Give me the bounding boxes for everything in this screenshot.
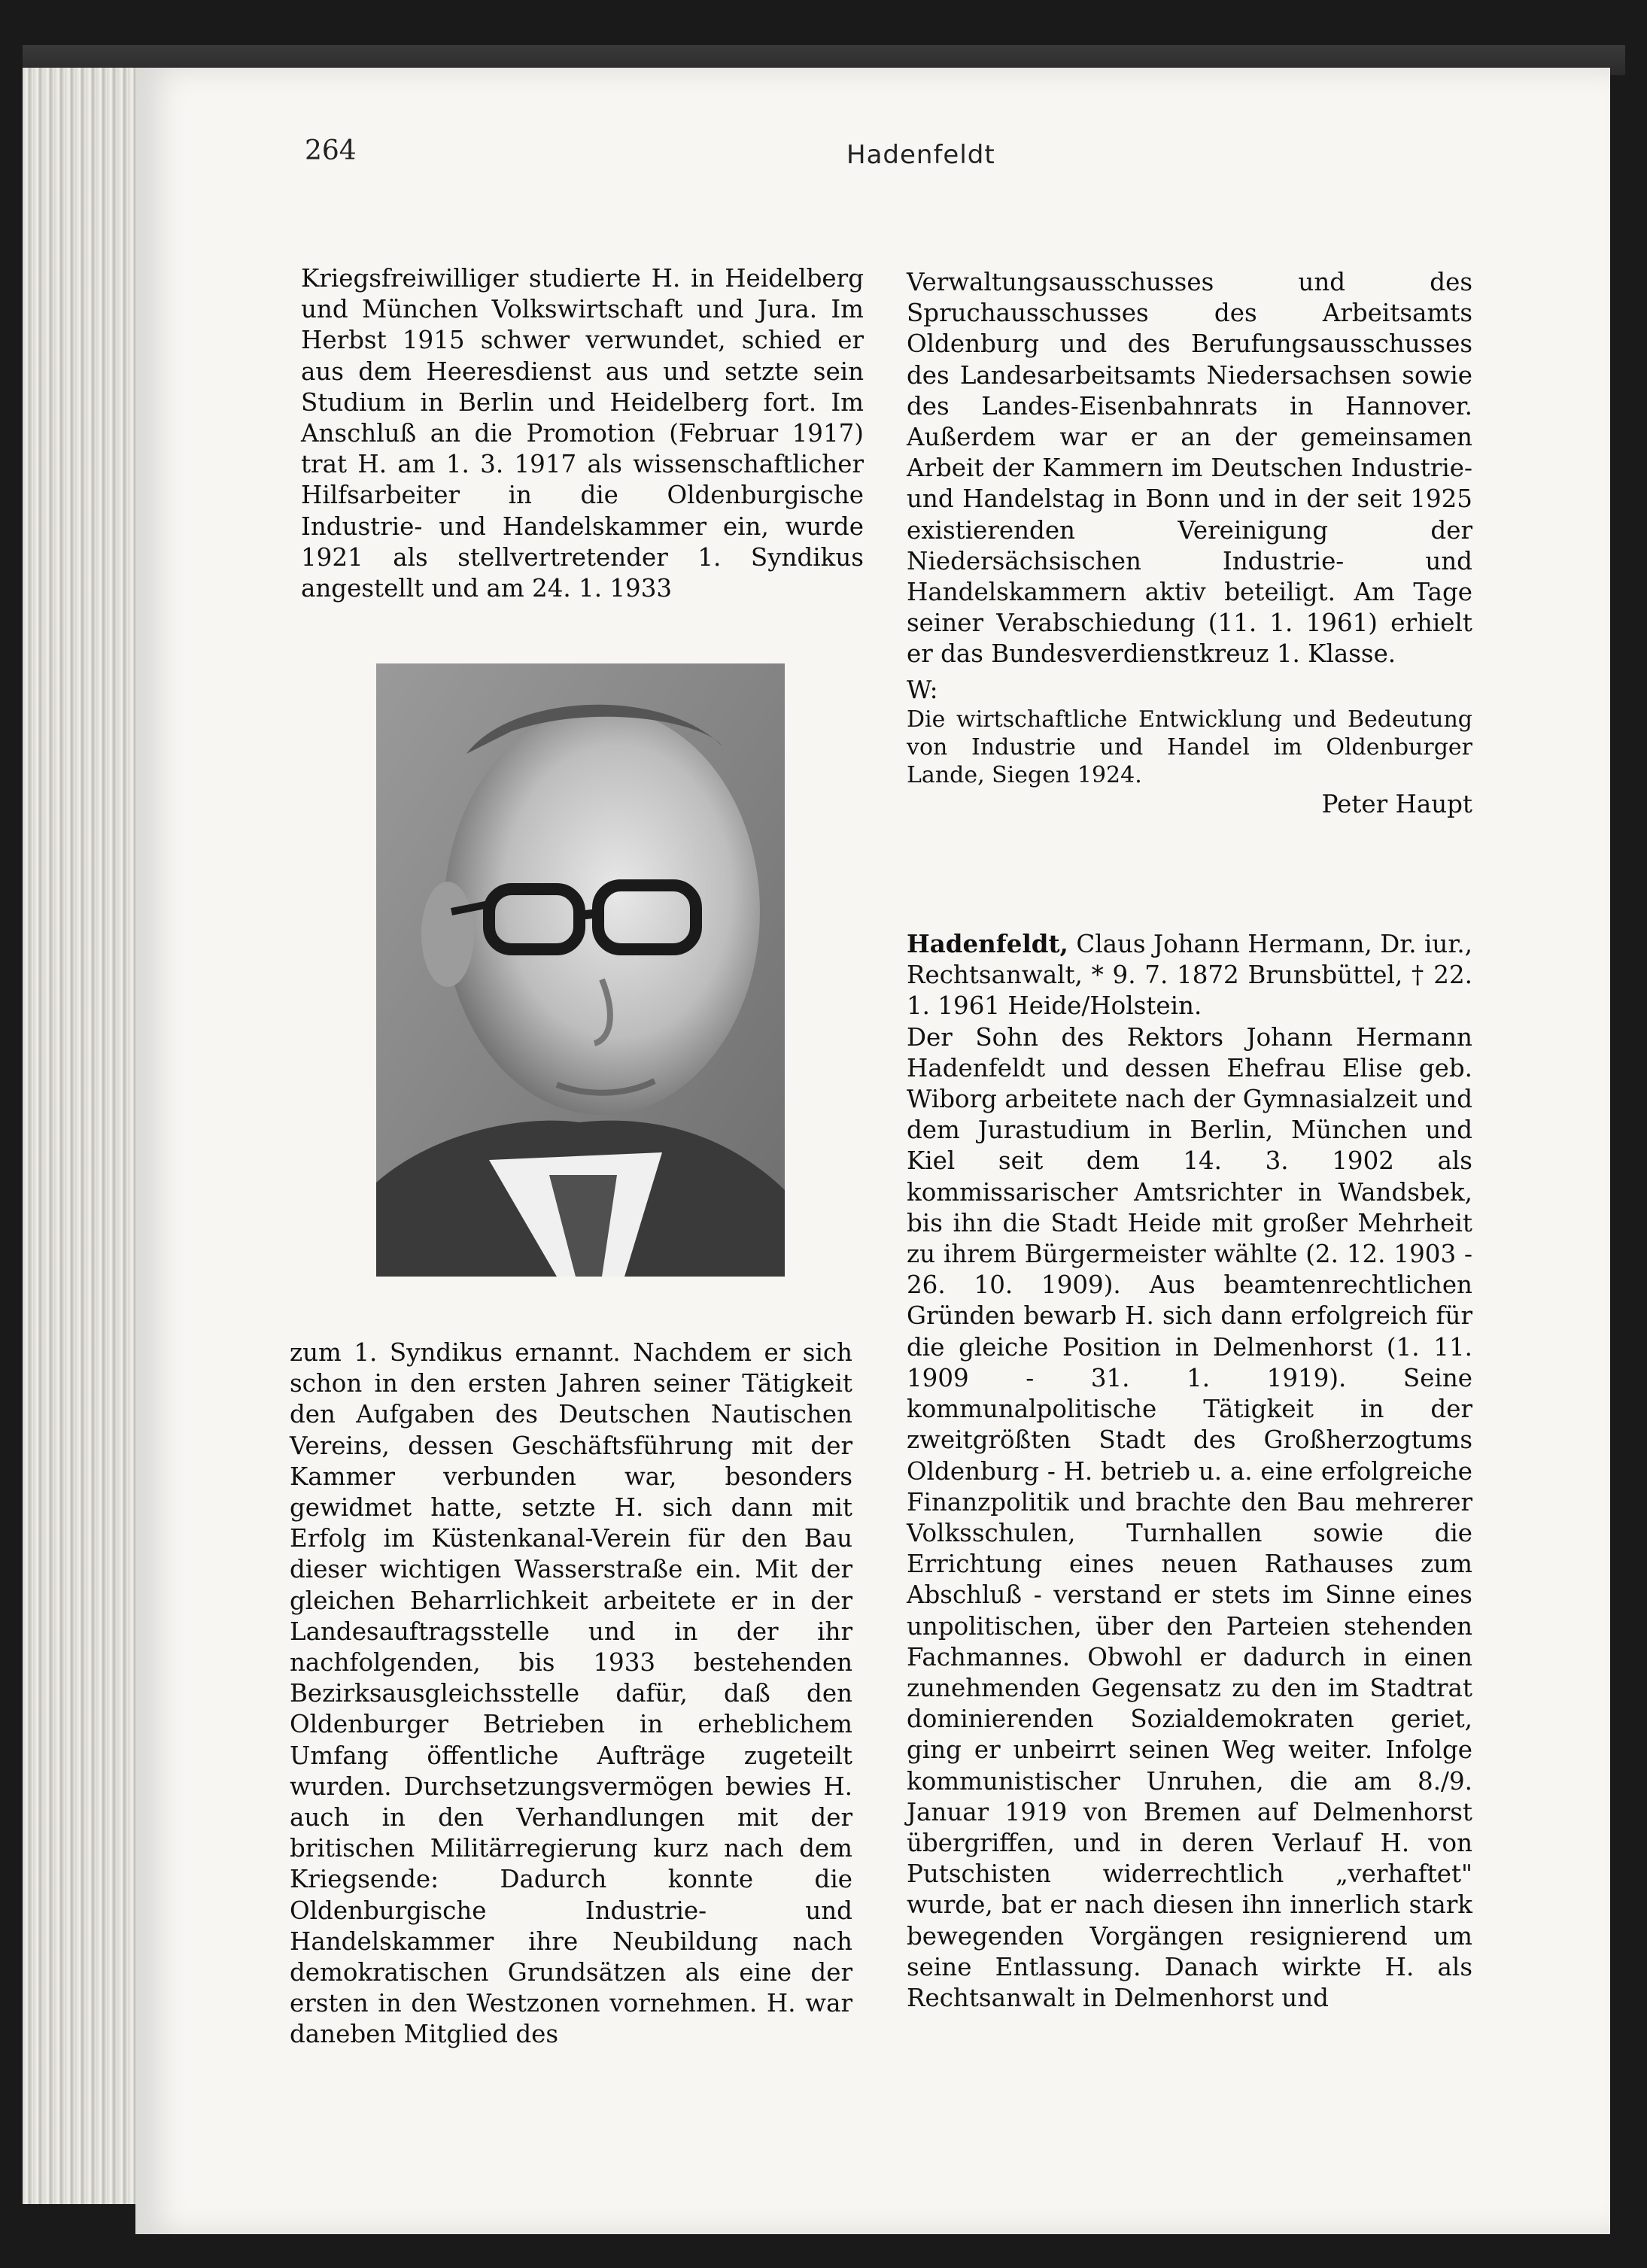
page-header [169, 135, 1490, 181]
left-column-top [301, 263, 864, 604]
author-signature: Peter Haupt [1321, 789, 1472, 818]
works-text: Die wirtschaftliche Entwicklung und Bedeutung von Industrie und Handel im Oldenburger Lande, Siegen 1924. [907, 706, 1472, 788]
portrait-photo [376, 663, 785, 1277]
entry-name: Hadenfeldt, [907, 929, 1068, 959]
paragraph: Verwaltungsausschusses und des Spruchausschusses des Arbeitsamts Oldenburg und des Berufungsausschusses des Landesarbeitsamts Niedersachsen sowie des Landes-Eisenbahnrats in Hannover. Außerdem war er an der gemeinsamen Arbeit der Kammern im Deutschen Industrie- und Handelstag in Bonn und in der seit 1925 existierenden Vereinigung der Niedersächsischen Industrie- und Handelskammern aktiv beteiligt. Am Tage seiner Verabschiedung (11. 1. 1961) erhielt er das Bundesverdienstkreuz 1. Klasse. [907, 268, 1472, 669]
entry-header [907, 928, 1472, 1022]
paragraph: zum 1. Syndikus ernannt. Nachdem er sich schon in den ersten Jahren seiner Tätigkeit den Aufgaben des Deutschen Nautischen Vereins, dessen Geschäftsführung mit der Kammer verbunden war, besonders gewidmet hatte, setzte H. sich dann mit Erfolg im Küstenkanal-Verein für den Bau dieser wichtigen Wasserstraße ein. Mit der gleichen Beharrlichkeit arbeitete er in der Landesauftragsstelle und in der ihr nachfolgenden, bis 1933 bestehenden Bezirksausgleichsstelle dafür, daß den Oldenburger Betrieben in erheblichem Umfang öffentliche Aufträge zugeteilt wurden. Durchsetzungsvermögen bewies H. auch in den Verhandlungen mit der britischen Militärregierung kurz nach dem Kriegsende: Dadurch konnte die Oldenburgische Industrie- und Handelskammer ihre Neubildung nach demokratischen Grundsätzen als eine der ersten in den Westzonen vornehmen. H. war daneben Mitglied des [290, 1338, 852, 2049]
book-page-edges [23, 68, 150, 2204]
right-column [907, 267, 1472, 2014]
works-label: W: [907, 675, 938, 704]
running-head: Hadenfeldt [846, 140, 995, 170]
entry-body: Der Sohn des Rektors Johann Hermann Hadenfeldt und dessen Ehefrau Elise geb. Wiborg arbeitete nach der Gymnasialzeit und dem Jurastudium in Berlin, München und Kiel seit dem 14. 3. 1902 als kommissarischer Amtsrichter in Wandsbek, bis ihn die Stadt Heide mit großer Mehrheit zu ihrem Bürgermeister wählte (2. 12. 1903 - 26. 10. 1909). Aus beamtenrechtlichen Gründen bewarb H. sich dann erfolgreich für die gleiche Position in Delmenhorst (1. 11. 1909 - 31. 1. 1919). Seine kommunalpolitische Tätigkeit in der zweitgrößten Stadt des Großherzogtums Oldenburg - H. betrieb u. a. eine erfolgreiche Finanzpolitik und brachte den Bau mehrerer Volksschulen, Turnhallen sowie die Errichtung eines neuen Rathauses zum Abschluß - verstand er stets im Sinne eines unpolitischen, über den Parteien stehenden Fachmannes. Obwohl er dadurch in einen zunehmenden Gegensatz zu den im Stadtrat dominierenden Sozialdemokraten geriet, ging er unbeirrt seinen Weg weiter. Infolge kommunistischer Unruhen, die am 8./9. Januar 1919 von Bremen auf Delmenhorst übergriffen, und in deren Verlauf H. von Putschisten widerrechtlich „verhaftet" wurde, bat er nach diesen ihn innerlich stark bewegenden Vorgängen resignierend um seine Entlassung. Danach wirkte H. als Rechtsanwalt in Delmenhorst und [907, 1022, 1472, 2012]
entry-header-rest: Claus Johann Hermann, Dr. iur., Rechtsanwalt, * 9. 7. 1872 Brunsbüttel, † 22. 1. 1961 Heide/Holstein. [907, 930, 1472, 1021]
left-column-bottom [290, 1337, 852, 2051]
page-number: 264 [305, 135, 357, 166]
paragraph: Kriegsfreiwilliger studierte H. in Heidelberg und München Volkswirtschaft und Jura. Im Herbst 1915 schwer verwundet, schied er aus dem Heeresdienst aus und setzte sein Studium in Berlin und Heidelberg fort. Im Anschluß an die Promotion (Februar 1917) trat H. am 1. 3. 1917 als wissenschaftlicher Hilfsarbeiter in die Oldenburgische Industrie- und Handelskammer ein, wurde 1921 als stellvertretender 1. Syndikus angestellt und am 24. 1. 1933 [301, 264, 864, 603]
